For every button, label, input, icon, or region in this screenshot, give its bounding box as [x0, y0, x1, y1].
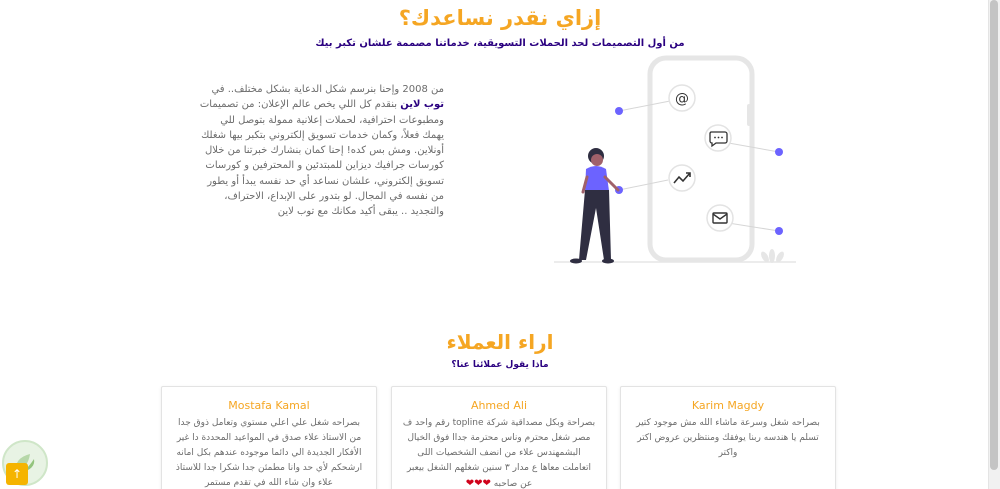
brand-name[interactable]: توب لاين [400, 99, 444, 111]
mail-icon [707, 205, 733, 231]
about-text-before: من 2008 وإحنا بنرسم شكل الدعاية بشكل مختلف.. في [211, 84, 444, 95]
svg-text:@: @ [675, 91, 689, 107]
testimonial-text: بصراحه شغل وسرعة ماشاء الله مش موجود كتير تسلم يا هندسه ربنا يوفقك ومنتظرين عروض اكتر واكتر [636, 418, 820, 458]
person-figure [570, 148, 618, 264]
testimonial-author: Karim Magdy [691, 399, 765, 412]
about-paragraph [196, 82, 444, 220]
arrow-up-icon[interactable]: ↑ [6, 463, 28, 485]
scrollbar-thumb[interactable] [990, 0, 998, 470]
testimonial-card [620, 386, 836, 489]
clients-section-title: اراء العملاء [446, 330, 554, 354]
testimonial-author: Mostafa Kamal [228, 399, 310, 412]
contact-illustration [550, 52, 800, 267]
page-scrollbar[interactable] [988, 0, 1000, 489]
help-section-subtitle: من أول التصميمات لحد الحملات التسويقية، خدماتنا مصممة علشان تكبر بيك [315, 38, 685, 49]
clients-section-subtitle: ماذا يقول عملائنا عنا؟ [451, 360, 549, 370]
trend-icon [669, 165, 695, 191]
about-text-after: بنقدم كل اللي يخص عالم الإعلان: من تصميمات ومطبوعات احترافية، لحملات إعلانية ممولة بتوصل للي يهمك فعلاً، وكمان خدمات تسويق إلكتروني بتكبر بيها شغلك أونلاين. ومش بس كده! إحنا كمان بنشارك خبرتنا من خلال كورسات جرافيك ديزاين للمبتدئين و المحترفين و كورسات تسويق إلكتروني، علشان نساعد أي حد نفسه يبدأ أو يطور من نفسه في المجال. لو بتدور على الإبداع، الاحتراف، والتجديد .. يبقى أكيد مكانك مع توب لاين [199, 99, 444, 218]
testimonial-text: بصراحة وبكل مصداقية شركة topline رقم واحد ف مصر شغل محترم وناس محترمة جداا فوق الخيال البشمهندس علاء من انضف الشخصيات اللى اتعاملت معاها ع مدار ٣ سنين شغلهم الشغل بيعبر عن صاحبه ❤❤❤ [402, 418, 596, 489]
testimonial-text: بصراحه شغل علي اعلي مستوي وتعامل ذوق جدا من الاستاذ علاء صدق في المواعيد المحددة دا غير الأفكار الجديدة الي دائما موجوده عندهم بكل امانه ارشحكم لأي حد وانا مطمئن جدا شكرا جدا للاستاذ علاء وان شاء الله في تقدم مستمر [175, 418, 363, 488]
hearts-icon: ❤❤❤ [465, 478, 491, 489]
phone-frame [650, 58, 752, 260]
at-icon [669, 85, 695, 111]
help-section-title: إزاي نقدر نساعدك؟ [398, 6, 602, 30]
chat-icon [705, 125, 731, 151]
testimonial-card [161, 386, 377, 489]
testimonial-author: Ahmed Ali [470, 399, 528, 412]
testimonial-card [391, 386, 607, 489]
